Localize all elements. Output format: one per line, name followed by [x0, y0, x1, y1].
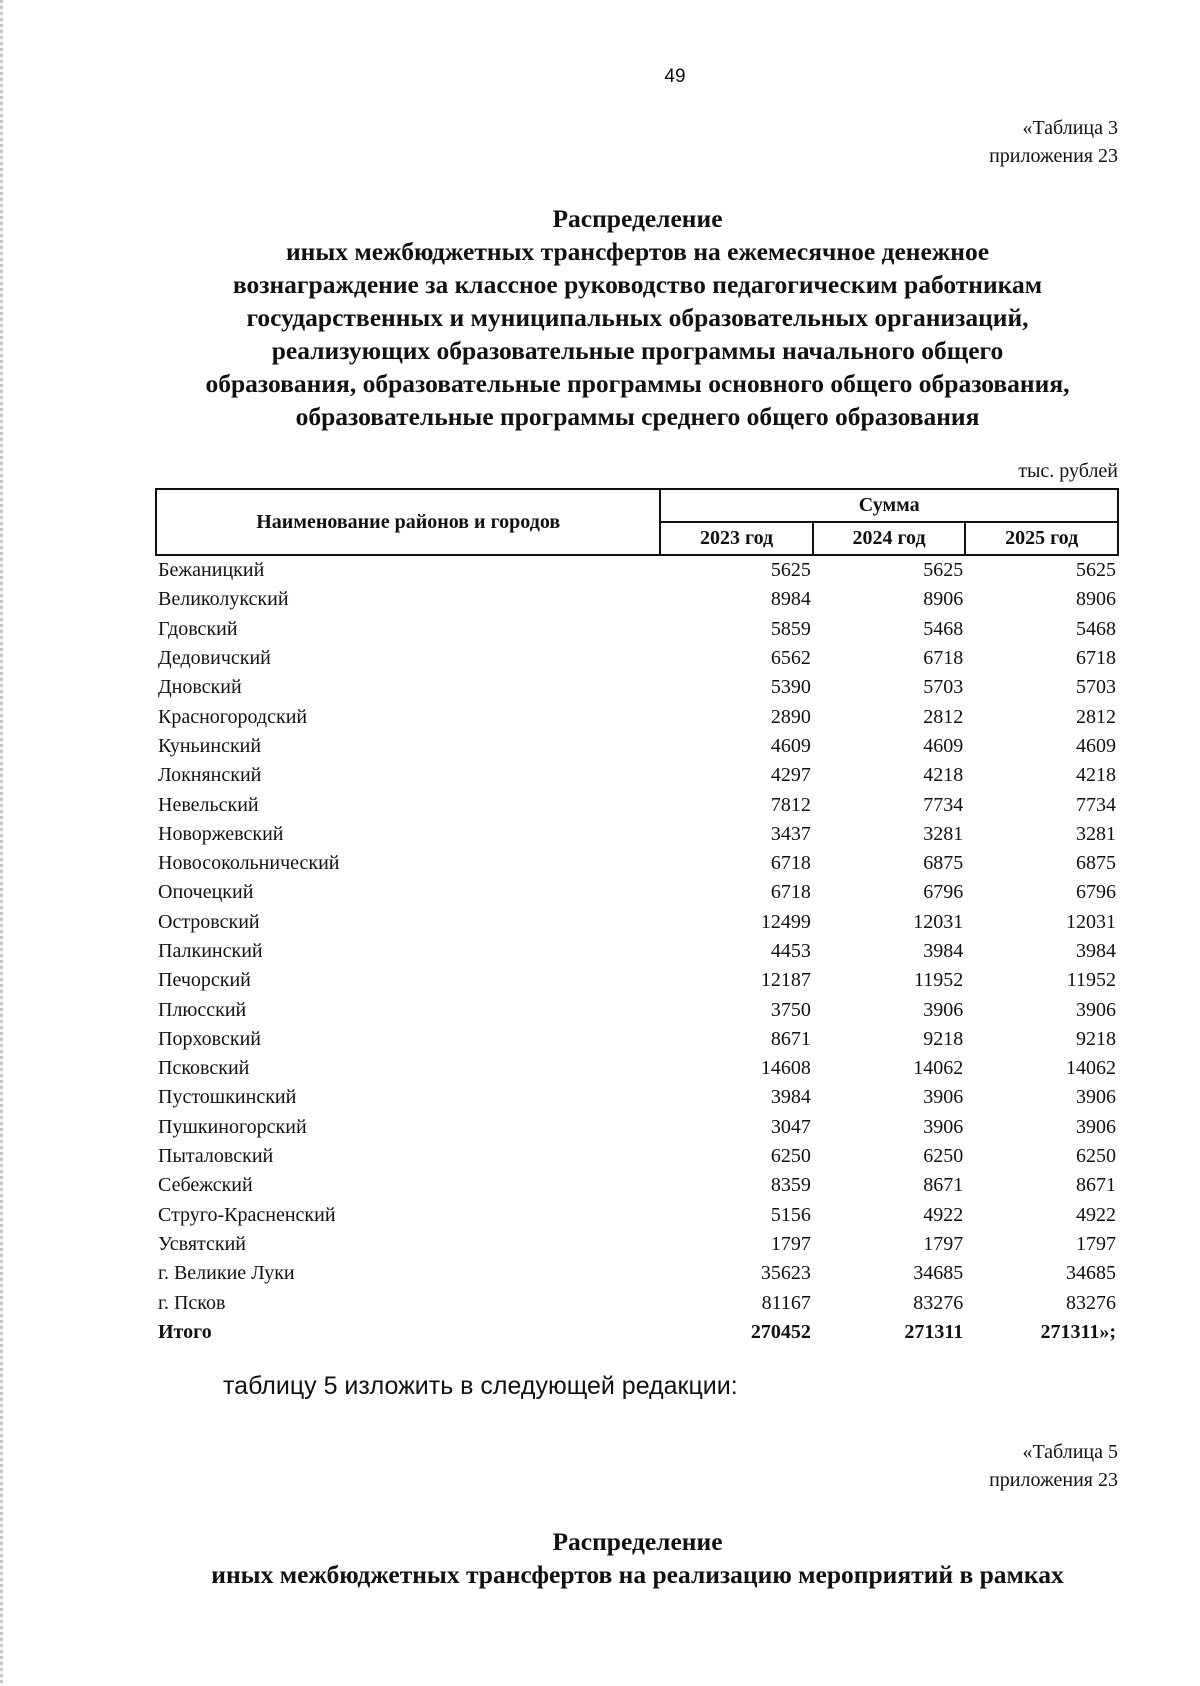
- table-row: [156, 908, 1118, 937]
- amount-2023: 2890: [770, 705, 811, 728]
- amount-2024: 6796: [923, 881, 964, 904]
- amount-2023: 6718: [770, 881, 811, 904]
- amount-2024: 6875: [923, 852, 964, 875]
- amount-2025: 83276: [1066, 1291, 1116, 1314]
- district-name: Островский: [158, 910, 260, 933]
- table-row: [156, 1113, 1118, 1142]
- amount-2025: 14062: [1066, 1057, 1116, 1080]
- amount-2025: 4218: [1076, 764, 1116, 787]
- table-row: [156, 937, 1118, 966]
- district-name: Себежский: [158, 1174, 253, 1197]
- district-name: Итого: [158, 1320, 212, 1343]
- amount-2024: 3281: [923, 822, 964, 845]
- amount-2025: 2812: [1076, 705, 1116, 728]
- table-row: [156, 1083, 1118, 1112]
- table5-caption-line1: «Таблица 5: [1022, 1441, 1118, 1463]
- page-number: 49: [664, 66, 686, 87]
- table-row: [156, 702, 1118, 731]
- table-row: [156, 1230, 1118, 1259]
- table-row: [156, 1171, 1118, 1200]
- table-row: [156, 555, 1118, 585]
- amount-2025: 271311»;: [1040, 1320, 1116, 1343]
- table-row: [156, 585, 1118, 614]
- amount-2023: 4609: [770, 734, 811, 757]
- district-name: Опочецкий: [158, 881, 254, 904]
- amount-2025: 1797: [1076, 1232, 1116, 1255]
- amount-2025: 6796: [1076, 881, 1116, 904]
- amount-2024: 3984: [923, 940, 964, 962]
- table-row: [156, 1259, 1118, 1288]
- amount-2024: 3906: [923, 998, 964, 1021]
- table-row: [156, 1054, 1118, 1083]
- amount-2024: 4218: [923, 764, 964, 787]
- scan-edge: [0, 0, 3, 1686]
- amount-2023: 1797: [770, 1232, 811, 1255]
- unit-label: тыс. рублей: [1018, 460, 1118, 482]
- header-year-2023: 2023 год: [660, 522, 812, 555]
- table-row: [156, 790, 1118, 819]
- amount-2023: 81167: [761, 1291, 811, 1314]
- table-row: [156, 1288, 1118, 1317]
- table-row: [156, 761, 1118, 790]
- amount-2024: 83276: [913, 1291, 964, 1314]
- amount-2025: 4609: [1076, 734, 1116, 757]
- table3-title-line: реализующих образовательные программы начального общего: [271, 336, 1004, 365]
- amount-2023: 5156: [770, 1203, 811, 1226]
- table-row: [156, 673, 1118, 702]
- amount-2024: 3906: [923, 1086, 964, 1109]
- amount-2025: 4922: [1076, 1203, 1116, 1226]
- district-name: Струго-Красненский: [158, 1203, 336, 1226]
- amount-2023: 3437: [770, 822, 811, 845]
- amount-2023: 12187: [760, 969, 811, 992]
- amount-2023: 3750: [770, 998, 811, 1021]
- amount-2023: 7812: [770, 793, 811, 816]
- amount-2024: 11952: [913, 969, 964, 992]
- district-name: Пустошкинский: [158, 1086, 297, 1109]
- amount-2023: 35623: [760, 1262, 811, 1285]
- district-name: Плюсский: [158, 998, 247, 1021]
- district-name: Пушкиногорский: [158, 1115, 307, 1138]
- district-name: Красногородский: [158, 705, 308, 728]
- amount-2024: 5468: [923, 617, 964, 640]
- amount-2025: 5625: [1076, 559, 1116, 582]
- amount-2024: 8906: [923, 588, 964, 611]
- table3-caption: [758, 114, 1118, 170]
- table3-title-line: Распределение: [552, 204, 723, 233]
- table3-caption-line2: приложения 23: [989, 145, 1118, 167]
- amount-2025: 7734: [1076, 793, 1116, 816]
- table-row: [156, 1201, 1118, 1230]
- table-row: [156, 995, 1118, 1024]
- table-row: [156, 644, 1118, 673]
- table3-title: [150, 202, 1125, 433]
- amount-2024: 271311: [904, 1320, 964, 1343]
- amount-2025: 5703: [1076, 676, 1116, 699]
- district-name: Бежаницкий: [158, 559, 265, 582]
- table-row: [156, 732, 1118, 761]
- instruction-text: таблицу 5 изложить в следующей редакции:: [223, 1372, 738, 1400]
- table-row: [156, 1142, 1118, 1171]
- amount-2025: 3906: [1076, 1086, 1116, 1109]
- table5-title-line: иных межбюджетных трансфертов на реализацию мероприятий в рамках: [211, 1560, 1064, 1589]
- amount-2023: 5625: [770, 559, 811, 582]
- table3-title-line: вознаграждение за классное руководство педагогическим работникам: [232, 270, 1043, 299]
- amount-2024: 34685: [913, 1262, 964, 1285]
- table-row: [156, 849, 1118, 878]
- amount-2024: 8671: [923, 1174, 964, 1197]
- amount-2024: 4922: [923, 1203, 964, 1226]
- amount-2025: 12031: [1066, 910, 1116, 933]
- total-row: [156, 1318, 1118, 1347]
- amount-2025: 6718: [1076, 647, 1116, 670]
- header-sum: Сумма: [660, 489, 1118, 522]
- distribution-table: [155, 488, 1119, 1347]
- district-name: Псковский: [158, 1057, 250, 1080]
- amount-2023: 5859: [770, 617, 811, 640]
- amount-2024: 4609: [923, 734, 964, 757]
- table3-title-line: образовательные программы среднего общего образования: [295, 402, 980, 431]
- district-name: Новоржевский: [158, 822, 284, 845]
- district-name: Усвятский: [158, 1232, 246, 1255]
- district-name: Порховский: [158, 1027, 262, 1050]
- amount-2024: 6718: [923, 647, 964, 670]
- district-name: Великолукский: [158, 588, 289, 611]
- amount-2024: 5625: [923, 559, 964, 582]
- header-year-2024: 2024 год: [813, 522, 965, 555]
- amount-2025: 6250: [1076, 1145, 1116, 1168]
- amount-2024: 3906: [923, 1115, 964, 1138]
- district-name: Дедовичский: [158, 647, 271, 670]
- amount-2025: 3984: [1076, 940, 1116, 962]
- amount-2025: 8906: [1076, 588, 1116, 611]
- district-name: Гдовский: [158, 617, 238, 640]
- amount-2025: 6875: [1076, 852, 1116, 875]
- amount-2023: 8671: [770, 1027, 811, 1050]
- amount-2024: 5703: [923, 676, 964, 699]
- table-body: [156, 555, 1118, 1347]
- header-name: Наименование районов и городов: [156, 489, 660, 555]
- district-name: г. Великие Луки: [158, 1262, 295, 1285]
- amount-2023: 6250: [770, 1145, 811, 1168]
- amount-2024: 1797: [923, 1232, 964, 1255]
- amount-2023: 4453: [770, 940, 811, 962]
- district-name: Печорский: [158, 969, 251, 992]
- district-name: Локнянский: [158, 764, 262, 787]
- amount-2025: 11952: [1066, 969, 1116, 992]
- amount-2025: 3281: [1076, 822, 1116, 845]
- amount-2023: 8984: [770, 588, 811, 611]
- table3-title-line: образования, образовательные программы основного общего образования,: [205, 369, 1070, 398]
- amount-2024: 9218: [923, 1027, 964, 1050]
- district-name: Новосокольнический: [158, 852, 340, 875]
- table-row: [156, 1025, 1118, 1054]
- amount-2025: 3906: [1076, 998, 1116, 1021]
- amount-2023: 3984: [770, 1086, 811, 1109]
- header-year-2025: 2025 год: [965, 522, 1118, 555]
- table5-caption: [758, 1438, 1118, 1494]
- table-row: [156, 615, 1118, 644]
- amount-2024: 6250: [923, 1145, 964, 1168]
- district-name: г. Псков: [158, 1291, 226, 1314]
- amount-2024: 14062: [913, 1057, 964, 1080]
- district-name: Куньинский: [158, 734, 262, 757]
- amount-2023: 14608: [760, 1057, 811, 1080]
- table5-title-line: Распределение: [552, 1527, 723, 1556]
- district-name: Невельский: [158, 793, 259, 816]
- amount-2023: 5390: [770, 676, 811, 699]
- amount-2023: 3047: [770, 1115, 811, 1138]
- table-row: [156, 966, 1118, 995]
- table3-title-line: иных межбюджетных трансфертов на ежемесячное денежное: [285, 237, 990, 266]
- amount-2024: 12031: [913, 910, 964, 933]
- table5-title: [150, 1525, 1125, 1591]
- amount-2023: 4297: [770, 764, 811, 787]
- amount-2024: 7734: [923, 793, 964, 816]
- amount-2025: 3906: [1076, 1115, 1116, 1138]
- table3-caption-line1: «Таблица 3: [1022, 117, 1118, 139]
- district-name: Дновский: [158, 676, 242, 699]
- table5-caption-line2: приложения 23: [989, 1469, 1118, 1491]
- amount-2025: 34685: [1066, 1262, 1116, 1285]
- amount-2023: 6562: [770, 647, 811, 670]
- amount-2024: 2812: [923, 705, 964, 728]
- district-name: Пыталовский: [158, 1145, 274, 1168]
- amount-2023: 12499: [760, 910, 811, 933]
- table-row: [156, 820, 1118, 849]
- amount-2023: 8359: [770, 1174, 811, 1197]
- district-name: Палкинский: [158, 940, 263, 962]
- amount-2023: 270452: [750, 1320, 811, 1343]
- amount-2025: 8671: [1076, 1174, 1116, 1197]
- amount-2025: 9218: [1076, 1027, 1116, 1050]
- table3-title-line: государственных и муниципальных образовательных организаций,: [246, 303, 1029, 332]
- amount-2025: 5468: [1076, 617, 1116, 640]
- amount-2023: 6718: [770, 852, 811, 875]
- table-row: [156, 878, 1118, 907]
